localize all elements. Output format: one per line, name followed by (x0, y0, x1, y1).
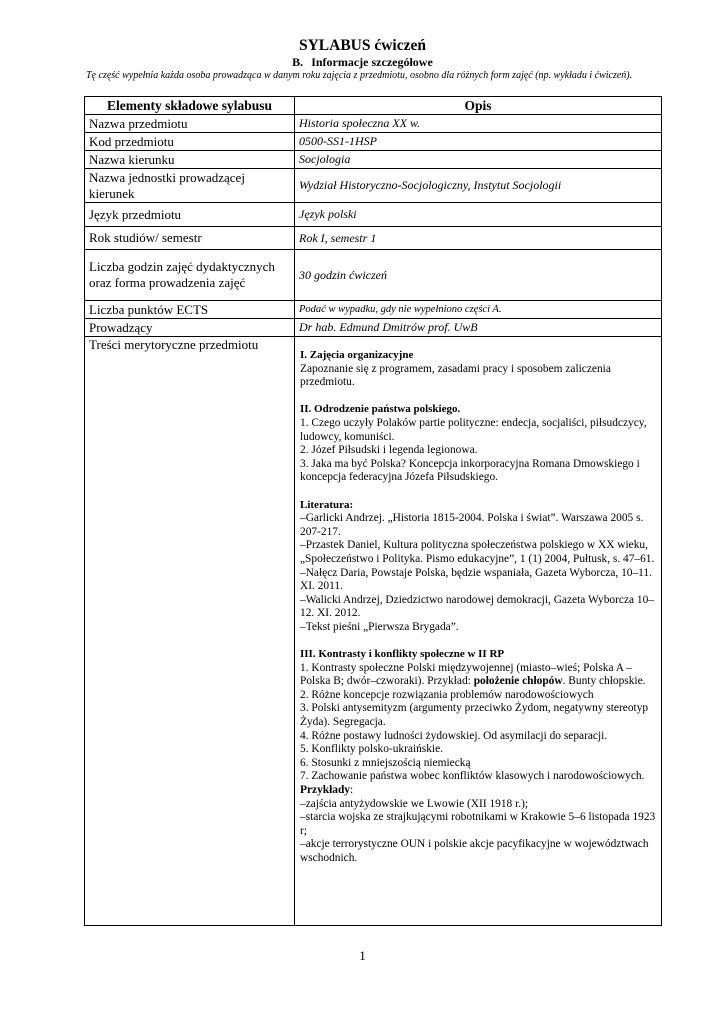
literature-item: –Nałęcz Daria, Powstaje Polska, będzie wspaniała, Gazeta Wyborcza, 10–11. XI. 2011. (300, 566, 652, 593)
section-1-text: Zapoznanie się z programem, zasadami pracy i sposobem zaliczenia przedmiotu. (300, 362, 611, 389)
list-item: 3. Polski antysemityzm (argumenty przeciwko Żydom, negatywny stereotyp Żyda). Segregacja. (300, 702, 649, 729)
row-value: Dr hab. Edmund Dmitrów prof. UwB (295, 319, 662, 337)
table-row (85, 337, 662, 926)
row-value: Socjologia (295, 151, 662, 169)
section-1-title: I. Zajęcia organizacyjne (300, 349, 414, 361)
literature-item: –Przastek Daniel, Kultura polityczna społeczeństwa polskiego w XX wieku, „Społeczeństwo i Polityka. Pismo edukacyjne”, 1 (1) 2004, Pułtusk, s. 47–61. (300, 539, 655, 565)
row-value: Język polski (295, 203, 662, 227)
examples-title: Przykłady (300, 784, 350, 796)
row-label: Nazwa kierunku (85, 151, 295, 169)
literature-item: –Walicki Andrzej, Dziedzictwo narodowej demokracji, Gazeta Wyborcza 10–12. XI. 2012. (300, 593, 654, 620)
examples-colon: : (350, 784, 354, 796)
list-item: 7. Zachowanie państwa wobec konfliktów klasowych i narodowościowych. (300, 770, 645, 783)
table-row (85, 169, 662, 203)
section-letter: B. (292, 55, 304, 69)
list-item: 6. Stosunki z mniejszością niemiecką (300, 756, 471, 769)
list-item: 1. Czego uczyły Polaków partie polityczne: endecja, socjaliści, piłsudczycy, ludowcy, komuniści. (300, 416, 647, 443)
row-label: Prowadzący (85, 319, 295, 337)
table-row (85, 151, 662, 169)
section-heading (0, 55, 725, 70)
column-header-elements: Elementy składowe sylabusu (85, 97, 295, 115)
row-label: Kod przedmiotu (85, 133, 295, 151)
row-label: Liczba punktów ECTS (85, 301, 295, 319)
literature-title: Literatura: (300, 498, 354, 511)
item-text: . Bunty chłopskie. (562, 675, 646, 688)
document-title: SYLABUS ćwiczeń (298, 37, 426, 54)
syllabus-table (84, 96, 662, 926)
item-text: 1. Kontrasty społeczne Polski międzywojennej (miasto–wieś; Polska A – Polska B; dwór–czworaki). Przykład: (300, 661, 632, 688)
literature-item: –Tekst pieśni „Pierwsza Brygada”. (300, 620, 459, 633)
section-3-title: III. Kontrasty i konflikty społeczne w II RP (300, 648, 505, 661)
item-emphasis: położenie chłopów (473, 675, 563, 688)
row-value: 30 godzin ćwiczeń (295, 250, 662, 301)
table-row (85, 319, 662, 337)
example-item: –zajścia antyżydowskie we Lwowie (XII 1918 r.); (300, 797, 529, 810)
course-content (295, 337, 662, 926)
table-row (85, 203, 662, 227)
row-value: 0500-SS1-1HSP (295, 133, 662, 151)
table-row (85, 301, 662, 319)
row-label: Nazwa przedmiotu (85, 115, 295, 133)
row-value: Historia społeczna XX w. (295, 115, 662, 133)
list-item: 2. Józef Piłsudski i legenda legionowa. (300, 444, 478, 457)
table-row (85, 227, 662, 250)
row-label: Język przedmiotu (85, 203, 295, 227)
row-value: Wydział Historyczno-Socjologiczny, Instytut Socjologii (295, 169, 662, 203)
section-2-title: II. Odrodzenie państwa polskiego. (300, 403, 461, 416)
row-label: Rok studiów/ semestr (85, 227, 295, 250)
list-item (300, 662, 657, 689)
row-label: Liczba godzin zajęć dydaktycznych oraz forma prowadzenia zajęć (85, 250, 295, 301)
row-label: Treści merytoryczne przedmiotu (85, 337, 295, 926)
column-header-description: Opis (295, 97, 662, 115)
page-number: 1 (359, 948, 366, 963)
row-value: Podać w wypadku, gdy nie wypełniono części A. (295, 301, 662, 319)
example-item: –starcia wojska ze strajkującymi robotnikami w Krakowie 5–6 listopada 1923 r; (300, 811, 656, 837)
list-item: 5. Konflikty polsko-ukraińskie. (300, 743, 444, 756)
table-row (85, 133, 662, 151)
table-row (85, 115, 662, 133)
instruction-note: Tę część wypełnia każda osoba prowadząca w danym roku zajęcia z przedmiotu, osobno dla różnych form zajęć (np. wykładu i ćwiczeń). (86, 70, 633, 81)
list-item: 3. Jaka ma być Polska? Koncepcja inkorporacyjna Romana Dmowskiego i koncepcja federacyjna Józefa Piłsudskiego. (300, 457, 640, 484)
example-item: –akcje terrorystyczne OUN i polskie akcje pacyfikacyjne w województwach wschodnich. (300, 838, 649, 864)
table-row (85, 250, 662, 301)
row-value: Rok I, semestr 1 (295, 227, 662, 250)
list-item: 2. Różne koncepcje rozwiązania problemów narodowościowych (300, 688, 594, 701)
list-item: 4. Różne postawy ludności żydowskiej. Od asymilacji do separacji. (300, 729, 608, 742)
section-title: Informacje szczegółowe (311, 55, 433, 69)
examples-heading (300, 784, 657, 798)
literature-item: –Garlicki Andrzej. „Historia 1815-2004. Polska i świat”. Warszawa 2005 s. 207-217. (300, 512, 644, 538)
row-label: Nazwa jednostki prowadzącej kierunek (85, 169, 295, 203)
